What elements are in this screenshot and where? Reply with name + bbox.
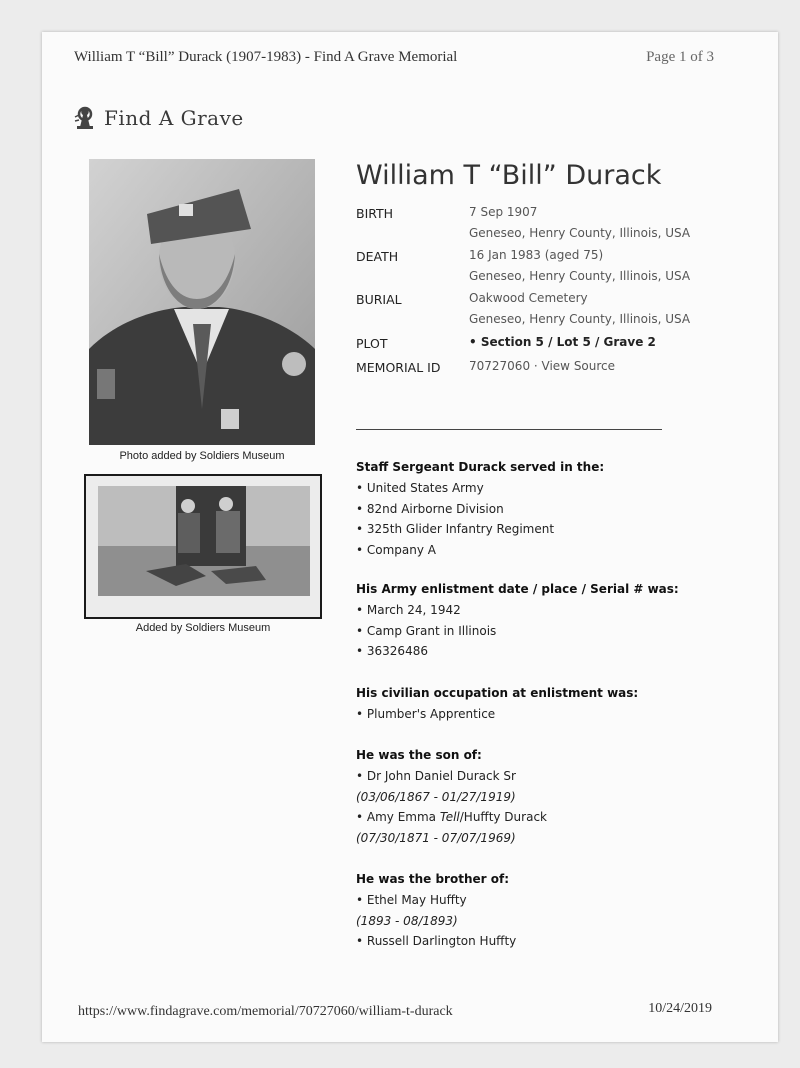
printed-page: [42, 32, 778, 1042]
section-heading: Staff Sergeant Durack served in the:: [356, 460, 605, 474]
sibling-item: • Russell Darlington Huffty: [356, 934, 517, 949]
divider: [356, 429, 662, 430]
soldier-portrait-image: [89, 159, 315, 445]
list-item: • 325th Glider Infantry Regiment: [356, 522, 555, 537]
bio-section-served: [356, 456, 756, 561]
burial-place: Geneseo, Henry County, Illinois, USA: [469, 312, 691, 326]
section-heading: He was the son of:: [356, 748, 482, 762]
list-item: • Company A: [356, 543, 437, 558]
print-header-page-number: Page 1 of 3: [646, 49, 714, 65]
fact-label: BIRTH: [356, 206, 394, 221]
bio-section-enlistment: [356, 578, 756, 662]
portrait-photo[interactable]: [89, 159, 315, 445]
parent-dates: (03/06/1867 - 01/27/1919): [356, 789, 516, 804]
bio-section-occupation: [356, 682, 756, 725]
death-place: Geneseo, Henry County, Illinois, USA: [469, 269, 691, 283]
print-footer-date: 10/24/2019: [648, 1001, 712, 1016]
fact-value: [469, 202, 690, 244]
section-heading: His civilian occupation at enlistment was:: [356, 686, 639, 700]
section-heading: He was the brother of:: [356, 872, 509, 886]
plot-value: • Section 5 / Lot 5 / Grave 2: [469, 335, 656, 349]
death-date: 16 Jan 1983 (aged 75): [469, 248, 604, 262]
list-item: • Plumber's Apprentice: [356, 707, 496, 721]
find-a-grave-logo[interactable]: [72, 105, 244, 131]
memorial-name: William T “Bill” Durack: [356, 160, 662, 191]
sibling-item: • Ethel May Huffty: [356, 893, 467, 907]
parent-dates: (07/30/1871 - 07/07/1969): [356, 831, 516, 846]
burial-cemetery-link[interactable]: Oakwood Cemetery: [469, 291, 588, 305]
list-item: • 36326486: [356, 644, 428, 659]
bio-section-siblings: [356, 868, 756, 952]
memorial-id-value[interactable]: 70727060 · View Source: [469, 359, 616, 373]
fact-label: PLOT: [356, 336, 388, 351]
list-item: • United States Army: [356, 481, 484, 495]
list-item: • March 24, 1942: [356, 603, 461, 617]
mother-name-suffix: /Huffty Durack: [459, 810, 547, 825]
fact-label: MEMORIAL ID: [356, 360, 441, 375]
birth-date: 7 Sep 1907: [469, 205, 538, 219]
fact-value: [469, 245, 690, 287]
find-a-grave-logo-icon: [72, 105, 98, 131]
fact-label: BURIAL: [356, 292, 402, 307]
mother-name-italic: Tell: [439, 810, 460, 825]
two-soldiers-image: [86, 476, 320, 617]
list-item: • 82nd Airborne Division: [356, 501, 504, 516]
parent-mother: [356, 807, 756, 828]
photo-caption: Added by Soldiers Museum: [135, 622, 271, 634]
birth-place: Geneseo, Henry County, Illinois, USA: [469, 226, 691, 240]
mother-name-prefix: • Amy Emma: [356, 810, 440, 825]
fact-label: DEATH: [356, 249, 399, 264]
print-footer-url: https://www.findagrave.com/memorial/70727060/william-t-durack: [78, 1004, 453, 1019]
print-header-title: William T “Bill” Durack (1907-1983) - Find A Grave Memorial: [74, 49, 458, 65]
sibling-dates: (1893 - 08/1893): [356, 913, 458, 928]
group-photo[interactable]: [84, 474, 322, 619]
photo-caption: Photo added by Soldiers Museum: [119, 450, 285, 462]
parent-father: • Dr John Daniel Durack Sr: [356, 769, 516, 783]
list-item: • Camp Grant in Illinois: [356, 623, 497, 638]
section-heading: His Army enlistment date / place / Serial # was:: [356, 582, 679, 596]
bio-section-parents: [356, 744, 756, 849]
logo-text: Find A Grave: [104, 106, 244, 130]
fact-value: [469, 288, 690, 330]
